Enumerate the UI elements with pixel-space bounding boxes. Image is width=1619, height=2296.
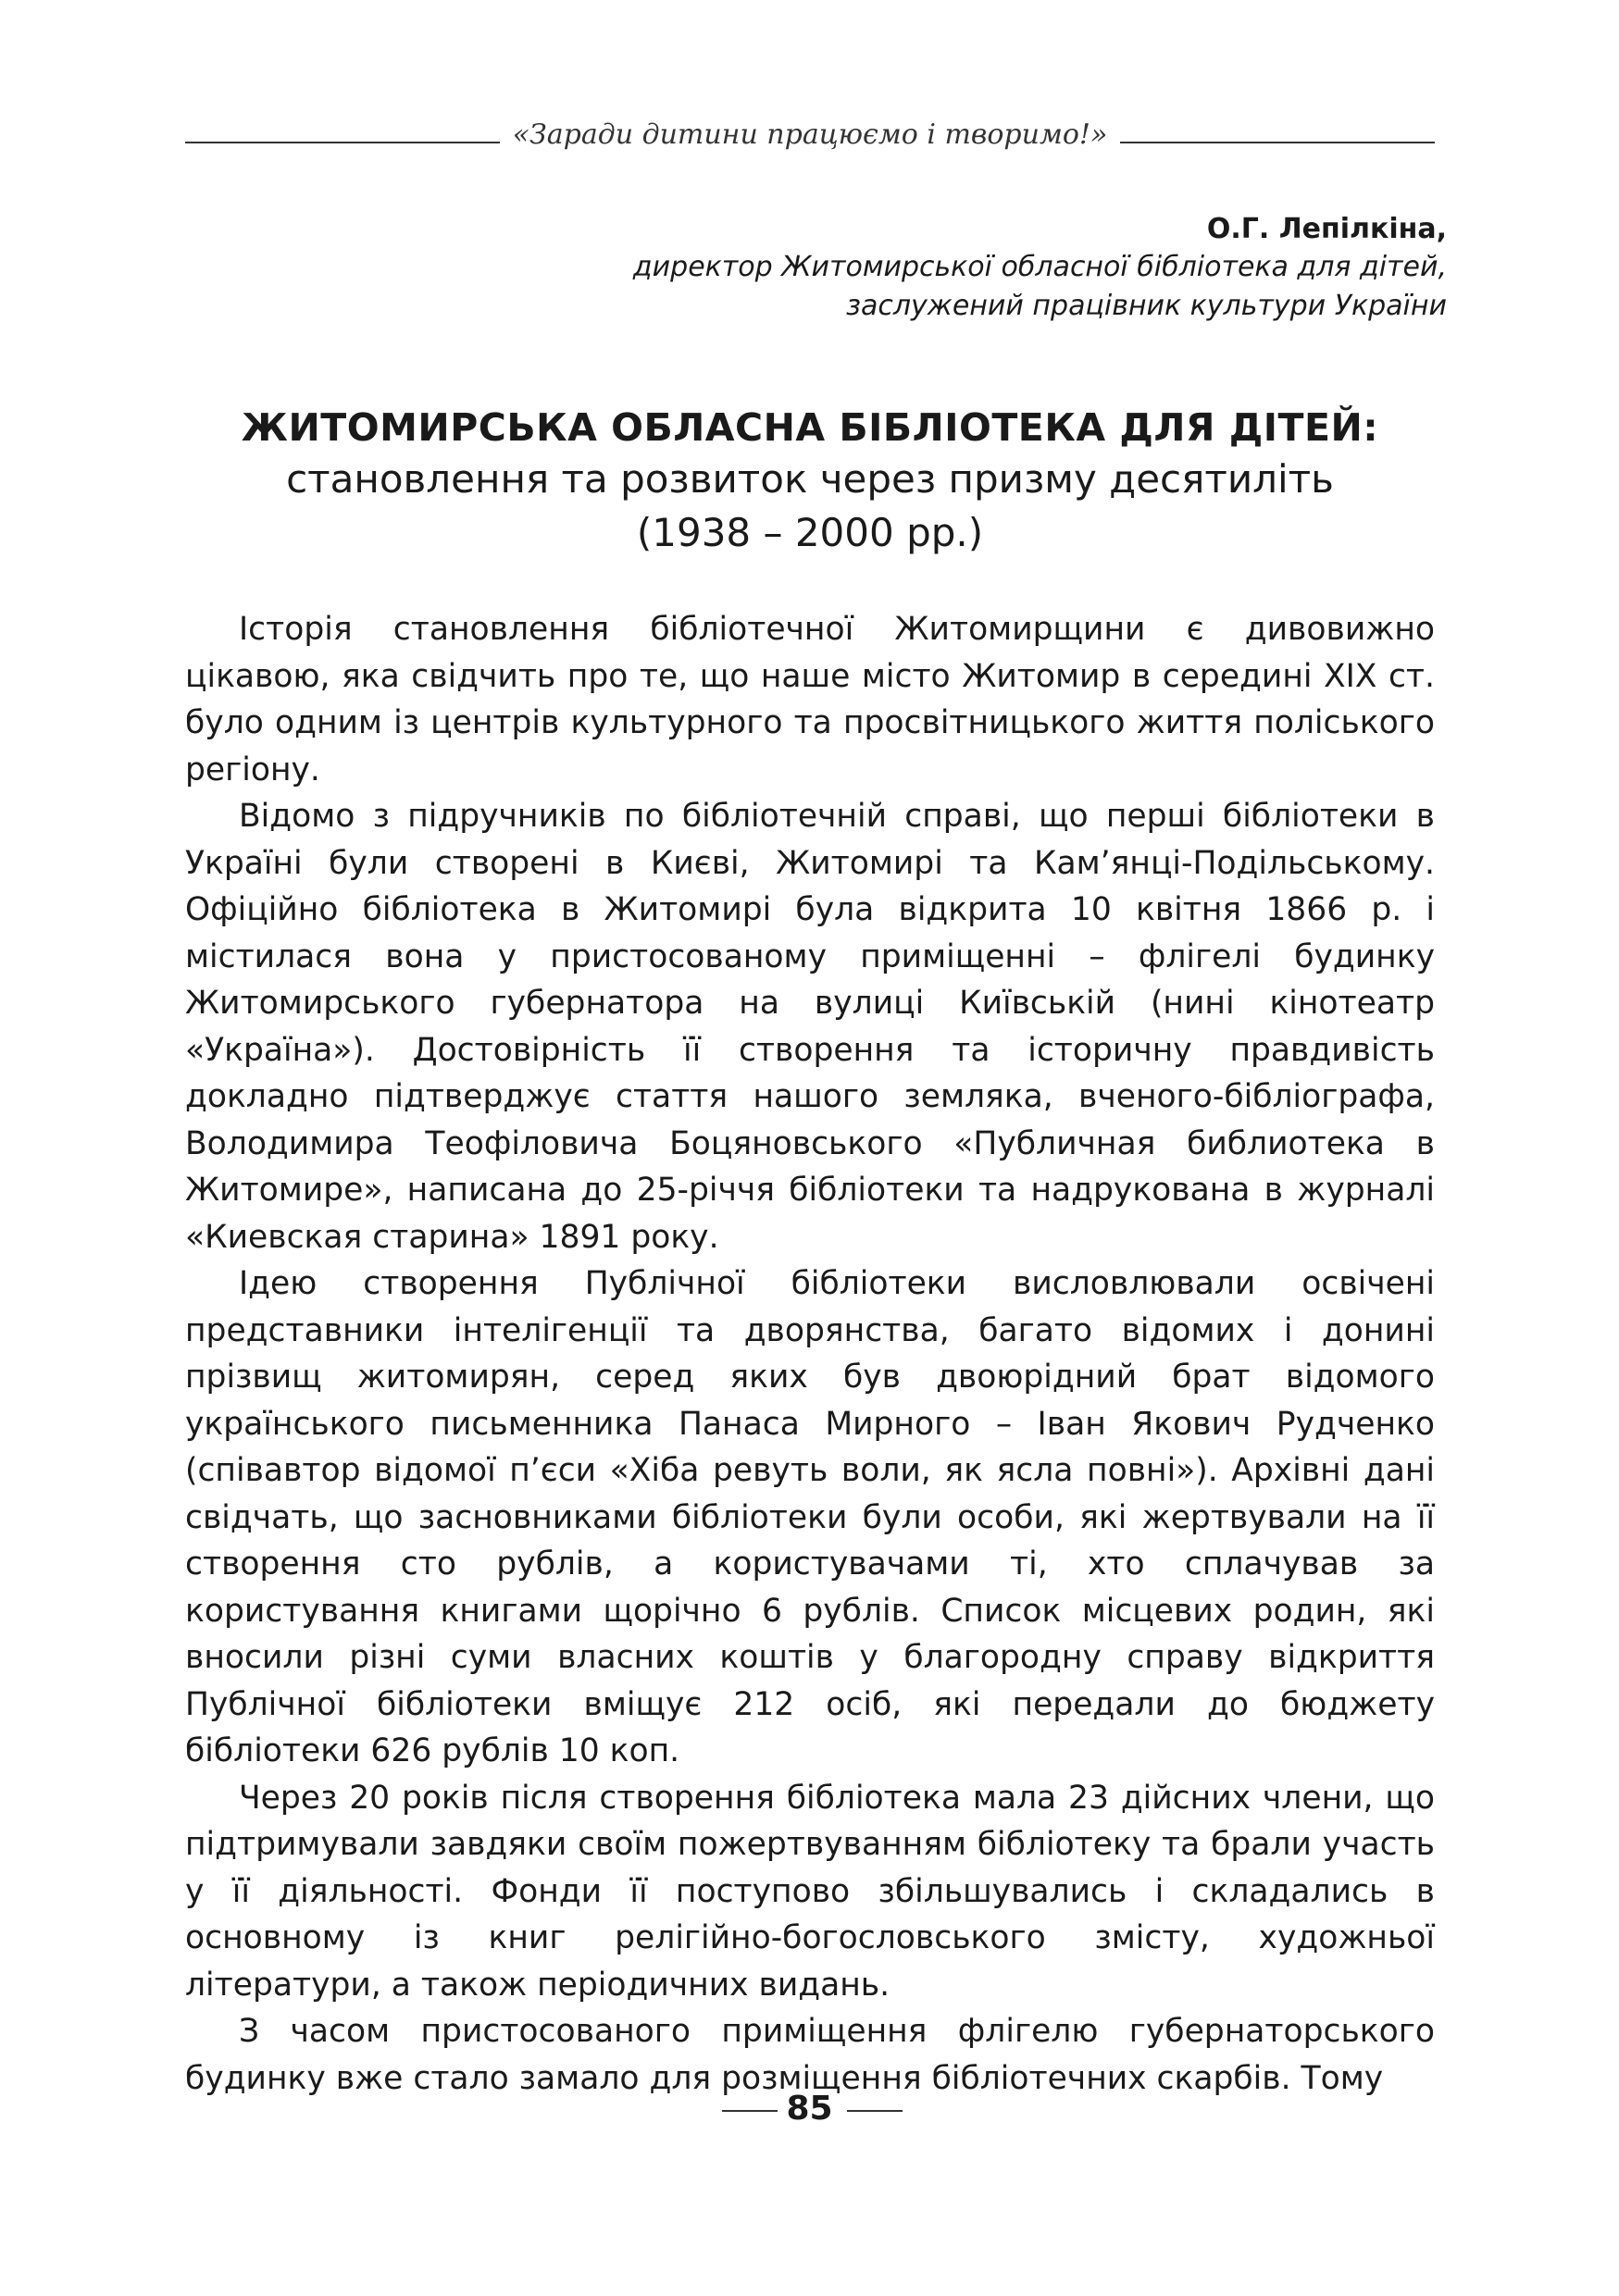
running-header (185, 109, 1435, 174)
paragraph: Історія становлення бібліотечної Житомирщини є дивовижно цікавою, яка свідчить про те, що наше місто Житомир в середині ХІХ ст. було одним із центрів культурного та просвітницького життя поліського регіону. (185, 611, 1435, 788)
header-rule-right (1120, 142, 1435, 143)
article-body (185, 606, 1435, 2102)
author-position-line2: заслужений працівник культури України (846, 290, 1447, 322)
article-title (176, 403, 1444, 560)
title-subtitle-line1: становлення та розвиток через призму десятиліть (286, 456, 1334, 502)
author-name: О.Г. Лепілкіна, (1206, 213, 1447, 245)
footer-rule-right (847, 2110, 903, 2112)
author-block (336, 211, 1447, 326)
paragraph: Відомо з підручників по бібліотечній справі, що перші бібліотеки в Україні були створені в Києві, Житомирі та Кам’янці-Подільському. Офіційно бібліотека в Житомирі була відкрита 10 квітня 1866 р. і містилася вона у пристосованому приміщенні – флігелі будинку Житомирського губернатора на вулиці Київській (нині кінотеатр «Україна»). Достовірність її створення та історичну правдивість докладно підтверджує стаття нашого земляка, вченого-бібліографа, Володимира Теофіловича Боцяновського «Публичная библиотека в Житомире», написана до 25-річчя бібліотеки та надрукована в журналі «Киевская старина» 1891 року. (185, 798, 1435, 1256)
page-number: 85 (786, 2090, 833, 2128)
paragraph: З часом пристосованого приміщення флігелю губернаторського будинку вже стало замало для розміщення бібліотечних скарбів. Тому (185, 2013, 1435, 2097)
paragraph: Ідею створення Публічної бібліотеки висловлювали освічені представники інтелігенції та дворянства, багато відомих і донині прізвищ житомирян, серед яких був двоюрідний брат відомого українського письменника Панаса Мирного – Іван Якович Рудченко (співавтор відомої п’єси «Хіба ревуть воли, як ясла повні»). Архівні дані свідчать, що засновниками бібліотеки були особи, які жертвували на її створення сто рублів, а користувачами ті, хто сплачував за користування книгами щорічно 6 рублів. Список місцевих родин, які вносили різні суми власних коштів у благородну справу відкриття Публічної бібліотеки вміщує 212 осіб, які передали до бюджету бібліотеки 626 рублів 10 коп. (185, 1265, 1435, 1769)
header-motto: «Заради дитини працюємо і творимо!» (512, 118, 1108, 151)
paragraph: Через 20 років після створення бібліотека мала 23 дійсних члени, що підтримували завдяки своїм пожертвуванням бібліотеку та брали участь у її діяльності. Фонди її поступово збільшувались і складались в основному із книг релігійно-богословського змісту, художньої літератури, а також періодичних видань. (185, 1779, 1435, 2004)
page-footer (0, 2087, 1619, 2133)
title-subtitle-line2: (1938 – 2000 рр.) (636, 510, 984, 555)
title-main: ЖИТОМИРСЬКА ОБЛАСНА БІБЛІОТЕКА ДЛЯ ДІТЕЙ: (241, 405, 1379, 450)
author-position-line1: директор Житомирської обласної бібліотека для дітей, (632, 251, 1447, 283)
